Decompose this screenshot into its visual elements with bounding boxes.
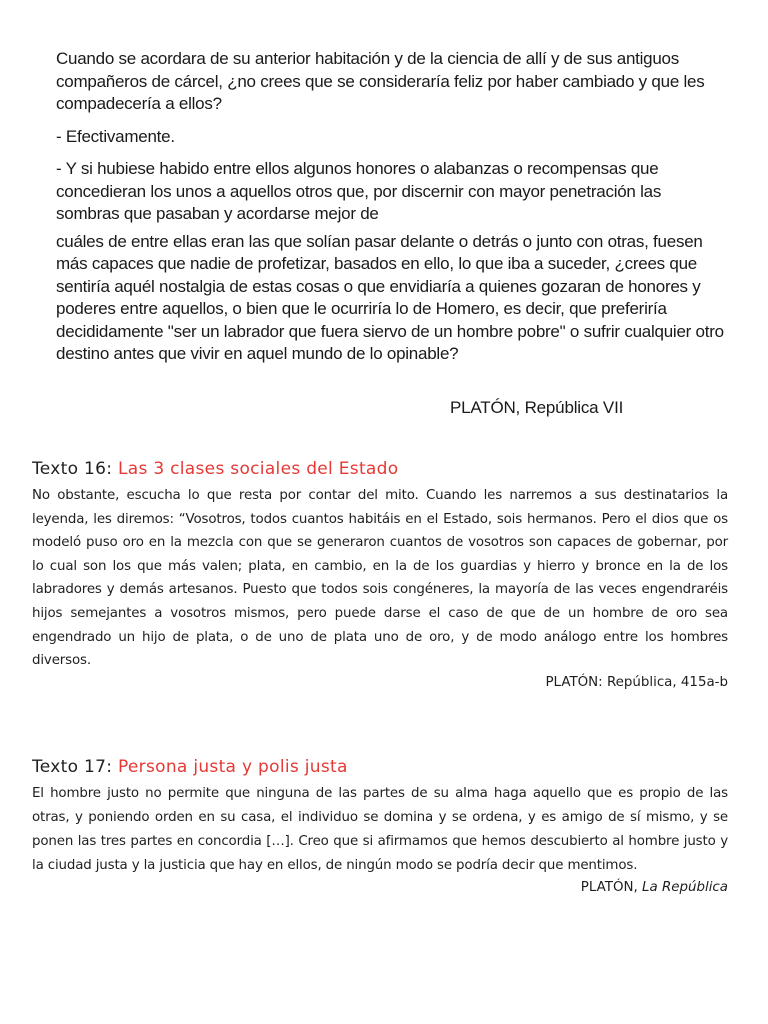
texto-17-citation <box>32 880 728 895</box>
texto-16-topic: Las 3 clases sociales del Estado <box>117 459 399 479</box>
republica-vii-excerpt <box>56 48 728 376</box>
paragraph-3: - Y si hubiese habido entre ellos algunos honores o alabanzas o recompensas que concedieran los unos a aquellos otros que, por discernir con mayor penetración las sombras que pasaban y acordarse mejor de <box>56 159 662 223</box>
texto-16-citation: PLATÓN: República, 415a-b <box>545 674 728 690</box>
paragraph-1: Cuando se acordara de su anterior habitación y de la ciencia de allí y de sus antiguos compañeros de cárcel, ¿no crees que se consideraría feliz por haber cambiado y que les compadecería a ellos? <box>56 49 705 113</box>
texto-17-section <box>32 756 728 895</box>
texto-16-body: No obstante, escucha lo que resta por contar del mito. Cuando les narremos a sus destinatarios la leyenda, les diremos: “Vosotros, todos cuantos habitáis en el Estado, sois hermanos. Pero el dios que os modeló puso oro en la mezcla con que se generaron cuantos de vosotros son capaces de gobernar, por lo cual son los que más valen; plata, en cambio, en la de los guardias y hierro y bronce en la de los labradores y demás artesanos. Puesto que todos sois congéneres, la mayoría de las veces engendraréis hijos semejantes a vosotros mismos, pero puede darse el caso de que de un hombre de oro sea engendrado un hijo de plata, o de uno de plata uno de oro, y de modo análogo entre los hombres diversos. <box>32 488 728 669</box>
texto-16-label: Texto 16: <box>32 459 113 479</box>
paragraph-2: - Efectivamente. <box>56 126 175 146</box>
texto-17-topic: Persona justa y polis justa <box>117 757 348 777</box>
republica-vii-citation: PLATÓN, República VII <box>450 398 624 417</box>
texto-17-body: El hombre justo no permite que ninguna de las partes de su alma haga aquello que es propio de las otras, y poniendo orden en su casa, el individuo se domina y se ordena, y es amigo de sí mismo, y se ponen las tres partes en concordia […]. Creo que si afirmamos que hemos descubierto al hombre justo y la ciudad justa y la justicia que hay en ellos, de ningún modo se podría decir que mentimos. <box>32 786 728 873</box>
texto-16-section <box>32 458 728 690</box>
texto-17-heading <box>32 756 728 778</box>
texto-17-citation-author: PLATÓN, <box>580 880 638 895</box>
texto-17-citation-work: La República <box>642 880 728 895</box>
paragraph-4: cuáles de entre ellas eran las que solían pasar delante o detrás o junto con otras, fuesen más capaces que nadie de profetizar, basados en ello, lo que iba a suceder, ¿crees que sentiría aquél nostalgia de estas cosas o que envidiaría a quienes gozaran de honores y poderes entre aquellos, o bien que le ocurriría lo de Homero, es decir, que preferiría decididamente "ser un labrador que fuera siervo de un hombre pobre" o sufrir cualquier otro destino antes que vivir en aquel mundo de lo opinable? <box>56 231 724 363</box>
texto-16-heading <box>32 458 728 480</box>
texto-17-label: Texto 17: <box>32 757 113 777</box>
